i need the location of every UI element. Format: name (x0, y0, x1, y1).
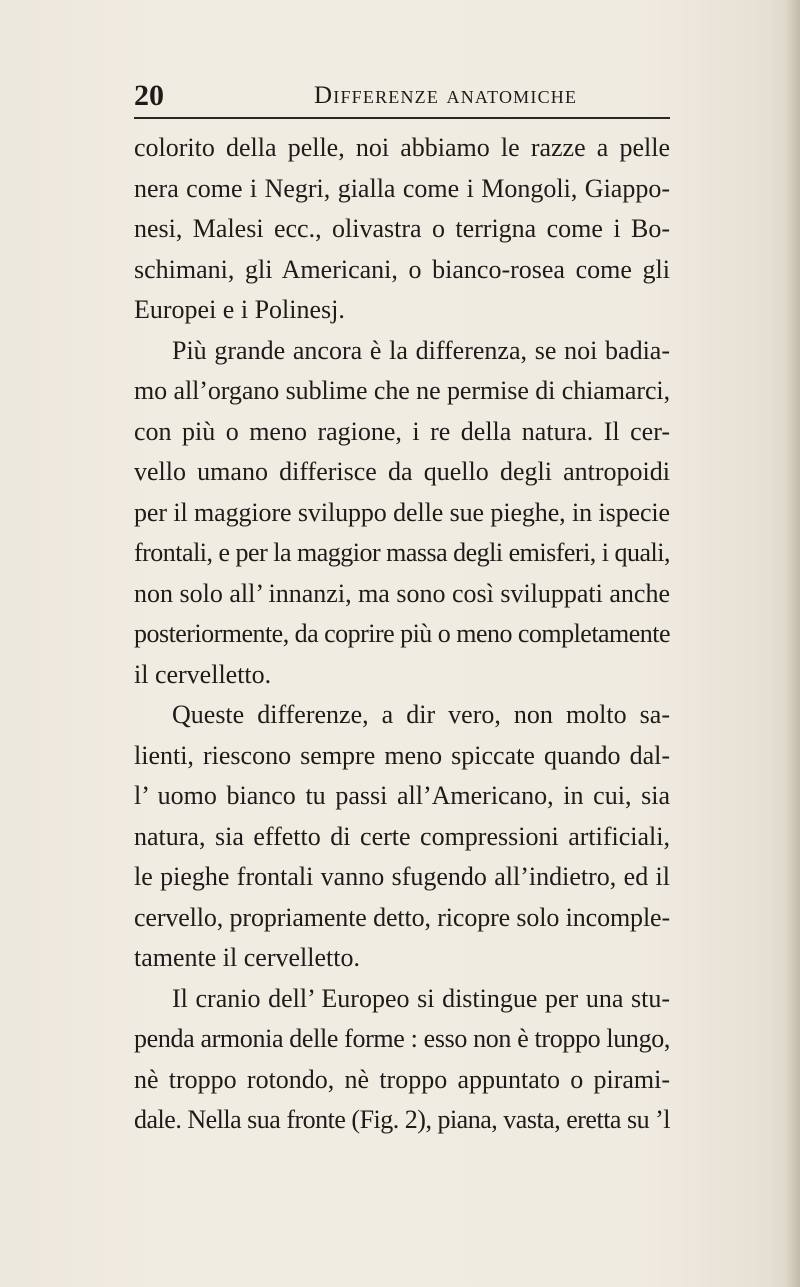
text-line: l’ uomo bianco tu passi all’Americano, in cui, sia (134, 781, 670, 810)
text-line: per il maggiore sviluppo delle sue pieghe, in ispecie (134, 497, 670, 527)
page-header (134, 78, 674, 114)
text-line: Queste differenze, a dir vero, non molto sa- (172, 700, 670, 729)
text-line: con più o meno ragione, i re della natura. Il cer- (134, 416, 670, 446)
header-rule (134, 117, 670, 119)
running-title: Differenze anatomiche (314, 82, 578, 109)
text-line: colorito della pelle, noi abbiamo le razze a pelle (134, 133, 670, 162)
text-line: il cervelletto. (134, 659, 272, 689)
text-line: tamente il cervelletto. (134, 943, 360, 972)
text-line: lienti, riescono sempre meno spiccate quando dal- (134, 740, 670, 770)
text-line: nesi, Malesi ecc., olivastra o terrigna come i Bo- (134, 214, 670, 243)
text-line: mo all’organo sublime che ne permise di chiamarci, (134, 376, 670, 405)
text-line: le pieghe frontali vanno sfugendo all’indietro, ed il (134, 862, 670, 891)
paragraph (134, 979, 670, 1141)
text-line: cervello, propriamente detto, ricopre solo incomple- (134, 902, 671, 932)
text-line: dale. Nella sua fronte (Fig. 2), piana, vasta, eretta su ’l (134, 1105, 670, 1134)
text-line: natura, sia effetto di certe compressioni artificiali, (134, 821, 670, 851)
text-line: non solo all’ innanzi, ma sono così sviluppati anche (134, 578, 670, 608)
page-number: 20 (134, 79, 164, 112)
body-text (134, 128, 670, 1141)
text-line: nera come i Negri, gialla come i Mongoli, Giappo- (134, 173, 670, 203)
text-line: nè troppo rotondo, nè troppo appuntato o pirami- (134, 1064, 670, 1094)
paragraph (134, 331, 670, 696)
text-line: Il cranio dell’ Europeo si distingue per una stu- (172, 983, 670, 1013)
paragraph (134, 128, 670, 331)
text-line: vello umano differisce da quello degli antropoidi (134, 457, 670, 486)
text-line: Europei e i Polinesj. (134, 295, 345, 324)
text-line: Più grande ancora è la differenza, se noi badia- (172, 335, 670, 365)
page-edge-shadow (786, 0, 800, 1287)
text-line: schimani, gli Americani, o bianco-rosea come gli (134, 254, 670, 284)
text-line: penda armonia delle forme : esso non è troppo lungo, (134, 1024, 671, 1053)
text-line: posteriormente, da coprire più o meno completamente (134, 619, 670, 648)
paragraph (134, 695, 670, 979)
text-line: frontali, e per la maggior massa degli emisferi, i quali, (134, 538, 670, 567)
